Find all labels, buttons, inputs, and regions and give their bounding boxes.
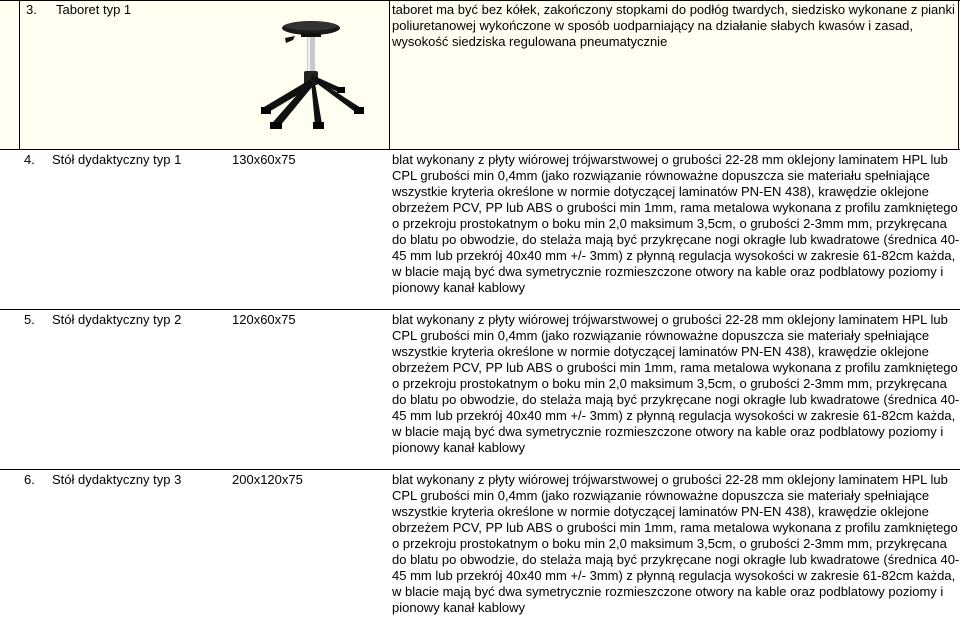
description-line: w blacie mają być dwa symetrycznie rozmieszczone otwory na kable oraz podblatowy poziomy i	[392, 584, 944, 599]
row-number: 3.	[26, 2, 37, 17]
description-line: obrzeżem PCV, PP lub ABS o grubości min 1mm, rama metalowa wykonana z profilu zamkniętego	[392, 200, 958, 215]
item-name: Taboret typ 1	[56, 2, 132, 17]
description-line: CPL grubości min 0,4mm (jako rozwiązanie równoważne dopuszcza sie materiały spełniające	[392, 328, 930, 343]
description-line: do blatu po obwodzie, do stelaża mają być przykręcane nogi okragłe lub kwadratowe (średnica 40-	[392, 232, 960, 247]
description-line: blat wykonany z płyty wiórowej trójwarstwowej o grubości 22-28 mm oklejony laminatem HPL lub	[392, 152, 948, 167]
description-line: CPL grubości min 0,4mm (jako rozwiązanie równoważne dopuszcza sie materiału spełniające	[392, 168, 930, 183]
description-line: pionowy kanał kablowy	[392, 440, 525, 455]
description-line: w blacie mają być dwa symetrycznie rozmieszczone otwory na kable oraz podblatowy poziomy i	[392, 264, 944, 279]
item-description	[392, 2, 958, 50]
description-line: taboret ma być bez kółek, zakończony stopkami do podłóg twardych, siedzisko wykonane z pianki	[392, 2, 955, 17]
description-line: blat wykonany z płyty wiórowej trójwarstwowej o grubości 22-28 mm oklejony laminatem HPL lub	[392, 312, 948, 327]
description-line: 45 mm lub przekrój 40x40 mm +/- 3mm) z płynną regulacja wysokości w zakresie 61-82cm każda,	[392, 408, 956, 423]
description-line: o przekroju prostokatnym o boku min 2,0 maksimum 3,5cm, o grubości 2-3mm mm, przykręcana	[392, 376, 947, 391]
item-description	[392, 472, 958, 616]
item-dimensions: 130x60x75	[232, 152, 296, 167]
description-line: pionowy kanał kablowy	[392, 280, 525, 295]
item-name: Stół dydaktyczny typ 1	[52, 152, 182, 167]
description-line: o przekroju prostokatnym o boku min 2,0 maksimum 3,5cm, o grubości 2-3mm mm, przykręcana	[392, 216, 947, 231]
table-row	[0, 150, 960, 310]
row-number: 6.	[24, 472, 35, 487]
description-line: 45 mm lub przekrój 40x40 mm +/- 3mm) z płynną regulacja wysokości w zakresie 61-82cm każda,	[392, 568, 956, 583]
item-dimensions: 200x120x75	[232, 472, 303, 487]
description-line: 45 mm lub przekrój 40x40 mm +/- 3mm) z płynną regulacja wysokości w zakresie 61-82cm każda,	[392, 248, 956, 263]
column-divider	[389, 1, 390, 149]
description-line: o przekroju prostokatnym o boku min 2,0 maksimum 3,5cm, o grubości 2-3mm mm, przykręcana	[392, 536, 947, 551]
description-line: blat wykonany z płyty wiórowej trójwarstwowej o grubości 22-28 mm oklejony laminatem HPL lub	[392, 472, 948, 487]
item-description	[392, 312, 958, 456]
table-row	[0, 470, 960, 632]
description-line: wszystkie kryteria określone w normie dotyczącej laminatów PN-EN 438), krawędzie oklejone	[392, 184, 929, 199]
description-line: wszystkie kryteria określone w normie dotyczącej laminatów PN-EN 438), krawędzie oklejone	[392, 504, 929, 519]
description-line: obrzeżem PCV, PP lub ABS o grubości min 1mm, rama metalowa wykonana z profilu zamkniętego	[392, 520, 958, 535]
description-line: obrzeżem PCV, PP lub ABS o grubości min 1mm, rama metalowa wykonana z profilu zamkniętego	[392, 360, 958, 375]
item-dimensions: 120x60x75	[232, 312, 296, 327]
stool-icon	[255, 19, 367, 131]
table-row	[0, 0, 960, 150]
description-line: pionowy kanał kablowy	[392, 600, 525, 615]
item-name: Stół dydaktyczny typ 3	[52, 472, 182, 487]
row-number: 4.	[24, 152, 35, 167]
item-name: Stół dydaktyczny typ 2	[52, 312, 182, 327]
description-line: do blatu po obwodzie, do stelaża mają być przykręcane nogi okragłe lub kwadratowe (średnica 40-	[392, 392, 960, 407]
description-line: wszystkie kryteria określone w normie dotyczącej laminatów PN-EN 438), krawędzie oklejone	[392, 344, 929, 359]
description-line: w blacie mają być dwa symetrycznie rozmieszczone otwory na kable oraz podblatowy poziomy i	[392, 424, 944, 439]
description-line: wysokość siedziska regulowana pneumatycznie	[392, 34, 668, 49]
description-line: poliuretanowej wykończone w sposób uodparniający na działanie słabych kwasów i zasad,	[392, 18, 914, 33]
column-divider	[958, 1, 959, 149]
row-number: 5.	[24, 312, 35, 327]
item-description	[392, 152, 958, 296]
description-line: do blatu po obwodzie, do stelaża mają być przykręcane nogi okragłe lub kwadratowe (średnica 40-	[392, 552, 960, 567]
table-row	[0, 310, 960, 470]
column-divider	[19, 1, 20, 149]
description-line: CPL grubości min 0,4mm (jako rozwiązanie równoważne dopuszcza sie materiały spełniające	[392, 488, 930, 503]
